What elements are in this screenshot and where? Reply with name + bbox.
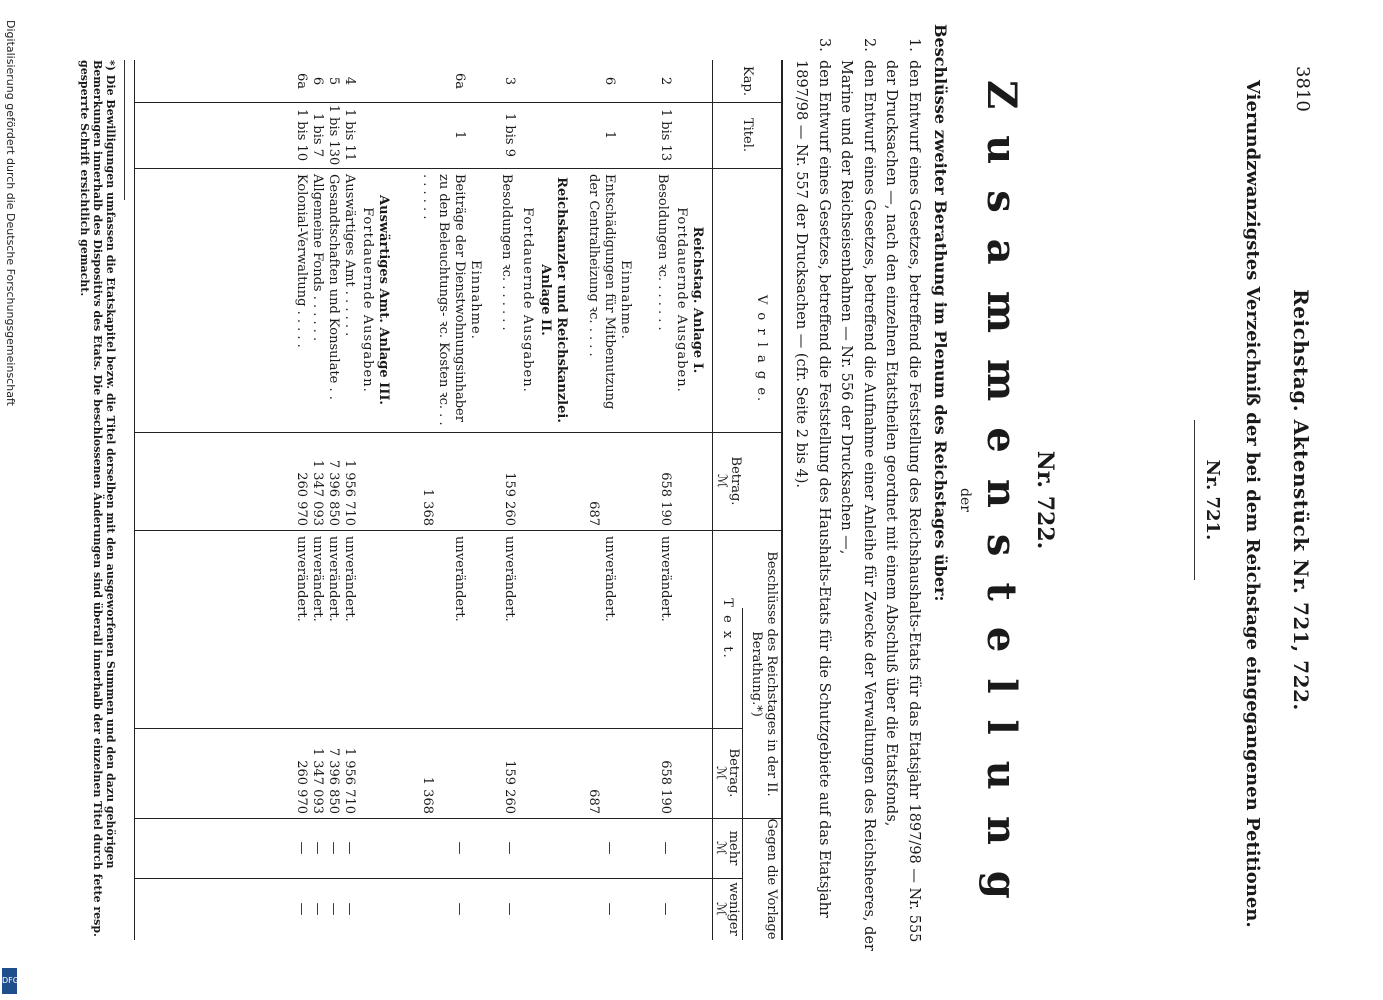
budget-table xyxy=(128,60,783,940)
cell-titel: 1 bis 10 xyxy=(294,108,309,162)
cell-betrag-2: 159 260 xyxy=(502,760,517,814)
cell-beschluss: unverändert. xyxy=(326,536,341,622)
cell-titel: 1 bis 9 xyxy=(502,113,517,157)
col-header-mark-3: ℳ xyxy=(713,841,728,855)
column-rule xyxy=(135,432,783,433)
cell-text: Besoldungen ꝛc. . . . . . . xyxy=(655,174,670,331)
cell-kap: 6 xyxy=(310,76,325,86)
table-border xyxy=(781,60,783,940)
cell-mehr: — xyxy=(294,841,309,855)
col-header-weniger: weniger xyxy=(726,882,741,936)
document-title: Zusammenstellung xyxy=(978,80,1025,925)
subsection-heading: Einnahme. xyxy=(468,260,483,340)
running-head: Reichstag. Aktenstück Nr. 721, 722. xyxy=(1289,289,1313,711)
intro-text: Beschlüsse zweiter Berathung im Plenum des Reichstages über: xyxy=(931,24,950,602)
cell-kap: 6a xyxy=(452,72,467,90)
col-header-mark-4: ℳ xyxy=(713,902,728,916)
cell-betrag: 1 956 710 xyxy=(342,459,357,526)
col-header-mehr: mehr xyxy=(726,830,741,866)
subsection-heading: Fortdauernde Ausgaben. xyxy=(360,207,375,393)
list-item xyxy=(789,38,835,960)
cell-kap: 3 xyxy=(502,76,517,86)
footnote-rule xyxy=(124,60,125,200)
col-header-text: T e x t. xyxy=(720,598,735,660)
subsection-heading: Fortdauernde Ausgaben. xyxy=(674,207,689,393)
cell-mehr: — xyxy=(658,841,673,855)
dfg-logo: DFG xyxy=(2,968,17,994)
col-header-gegen: Gegen die Vorlage xyxy=(764,818,779,940)
cell-titel: 1 xyxy=(452,130,467,140)
cell-kap: 2 xyxy=(658,76,673,86)
col-header-beschluesse: Beschlüsse des Reichstages in der II. Berathung.*) xyxy=(749,551,779,797)
section-heading: Reichstag. Anlage I. xyxy=(690,226,705,374)
header-rule xyxy=(742,608,743,940)
cell-betrag-2: 1 347 093 xyxy=(310,747,325,814)
cell-beschluss: unverändert. xyxy=(452,536,467,622)
col-header-mark-2: ℳ xyxy=(713,766,728,780)
cell-betrag: 159 260 xyxy=(502,472,517,526)
cell-beschluss: unverändert. xyxy=(342,536,357,622)
cell-betrag-2: 658 190 xyxy=(658,760,673,814)
cell-titel: 1 bis 7 xyxy=(310,113,325,157)
cell-text: Besoldungen ꝛc. . . . . . . xyxy=(499,174,514,331)
cell-text: Beiträge der Dienstwohnungsinhaber zu den Beleuchtungs- ꝛc. Kosten ꝛc. . . . . . . . . xyxy=(420,174,467,426)
cell-mehr: — xyxy=(602,841,617,855)
petitions-title: Vierundzwanzigstes Verzeichniß der bei dem Reichstage eingegangenen Petitionen. xyxy=(1242,80,1263,928)
col-header-betrag-2: Betrag. xyxy=(726,748,741,798)
cell-beschluss: unverändert. xyxy=(602,536,617,622)
cell-betrag-2: 260 970 xyxy=(294,760,309,814)
cell-text: Allgemeine Fonds . . . . . . xyxy=(310,174,325,342)
cell-weniger: — xyxy=(602,902,617,916)
list-item-number: 1. xyxy=(906,38,922,52)
cell-betrag: 1 347 093 xyxy=(310,459,325,526)
credit-text: Digitalisierung gefördert durch die Deutsche Forschungsgemeinschaft xyxy=(4,20,17,406)
cell-betrag-2: 1 956 710 xyxy=(342,747,357,814)
list-item xyxy=(879,38,925,960)
col-header-mark: ℳ xyxy=(714,474,729,488)
cell-weniger: — xyxy=(342,902,357,916)
cell-beschluss: unverändert. xyxy=(310,536,325,622)
document-number-721: Nr. 721. xyxy=(1202,459,1223,541)
list-item-text: den Entwurf eines Gesetzes, betreffend die Feststellung des Reichshaushalts-Etats für das Etatsjahr 1897/98 — Nr. 555 der Drucksachen —, nach den einzelnen Etatstheilen geordnet mit einem Abschluß über die Etatsfonds, xyxy=(883,60,922,943)
cell-mehr: — xyxy=(342,841,357,855)
cell-beschluss: unverändert. xyxy=(502,536,517,622)
cell-weniger: — xyxy=(310,902,325,916)
cell-titel: 1 xyxy=(602,130,617,140)
cell-betrag-2: 1 368 xyxy=(420,776,435,814)
cell-text: Entschädigungen für Mitbenutzung der Centralheizung ꝛc. . . . . xyxy=(586,174,617,410)
cell-betrag: 658 190 xyxy=(658,472,673,526)
cell-text: Kolonial-Verwaltung . . . . . xyxy=(294,174,309,348)
footnote: *) Die Bewilligungen umfassen die Etatskapitel bezw. die Titel derselben mit den ausgeworfenen Summen und den dazu gehörigen Bemerkungen innerhalb des Dispositivs des Etats. Die beschlossenen Änderungen sind überall innerhalb der einzelnen Titel durch fette resp. gesperrte Schrift ersichtlich gemacht. xyxy=(78,60,117,937)
divider xyxy=(1194,420,1195,580)
column-rule xyxy=(135,530,783,531)
cell-weniger: — xyxy=(452,902,467,916)
cell-text: Auswärtiges Amt . . . . . . xyxy=(342,174,357,337)
cell-kap: 5 xyxy=(326,76,341,86)
page-number: 3810 xyxy=(1292,66,1313,112)
digitization-credit xyxy=(1,20,19,995)
cell-betrag-2: 687 xyxy=(586,789,601,814)
col-header-kap: Kap. xyxy=(740,66,755,96)
column-rule xyxy=(135,168,783,169)
subsection-heading: Einnahme. xyxy=(618,260,633,340)
col-header-betrag: Betrag. xyxy=(728,456,743,506)
list-item-number: 3. xyxy=(816,38,832,52)
cell-mehr: — xyxy=(326,841,341,855)
cell-weniger: — xyxy=(294,902,309,916)
section-heading: Reichskanzler und Reichskanzlei. Anlage II. xyxy=(538,177,569,423)
col-header-vorlage: V o r l a g e. xyxy=(754,294,769,404)
cell-mehr: — xyxy=(502,841,517,855)
cell-betrag: 1 368 xyxy=(420,488,435,526)
list-item-number: 2. xyxy=(861,38,877,52)
cell-weniger: — xyxy=(658,902,673,916)
cell-titel: 1 bis 130 xyxy=(326,104,341,166)
cell-betrag-2: 7 396 850 xyxy=(326,747,341,814)
cell-weniger: — xyxy=(502,902,517,916)
cell-beschluss: unverändert. xyxy=(294,536,309,622)
cell-text: Gesandtschaften und Konsulate . . xyxy=(326,174,341,400)
cell-beschluss: unverändert. xyxy=(658,536,673,622)
subsection-heading: Fortdauernde Ausgaben. xyxy=(520,207,535,393)
cell-betrag: 260 970 xyxy=(294,472,309,526)
column-rule xyxy=(135,728,743,729)
list-item-text: den Entwurf eines Gesetzes, betreffend die Aufnahme einer Anleihe für Zwecke der Verwaltungen des Reichsheeres, der Marine und der Reichseisenbahnen — Nr. 556 der Drucksachen —, xyxy=(838,60,877,951)
cell-weniger: — xyxy=(326,902,341,916)
title-article: der xyxy=(957,488,973,512)
list-item-text: den Entwurf eines Gesetzes, betreffend die Feststellung des Haushalts-Etats für die Schutzgebiete auf das Etatsjahr 1897/98 — Nr. 557 der Drucksachen — (cfr. Seite 2 bis 4). xyxy=(793,60,832,918)
cell-kap: 6 xyxy=(602,76,617,86)
cell-kap: 4 xyxy=(342,76,357,86)
column-rule xyxy=(135,878,743,879)
table-border xyxy=(134,60,135,940)
cell-mehr: — xyxy=(310,841,325,855)
cell-kap: 6a xyxy=(294,72,309,90)
list-item xyxy=(834,38,880,960)
col-header-titel: Titel. xyxy=(740,117,755,153)
section-heading: Auswärtiges Amt. Anlage III. xyxy=(376,195,391,405)
cell-mehr: — xyxy=(452,841,467,855)
cell-betrag: 7 396 850 xyxy=(326,459,341,526)
cell-titel: 1 bis 11 xyxy=(342,108,357,162)
cell-betrag: 687 xyxy=(586,501,601,526)
cell-titel: 1 bis 13 xyxy=(658,108,673,162)
document-number-722: Nr. 722. xyxy=(1032,450,1058,550)
